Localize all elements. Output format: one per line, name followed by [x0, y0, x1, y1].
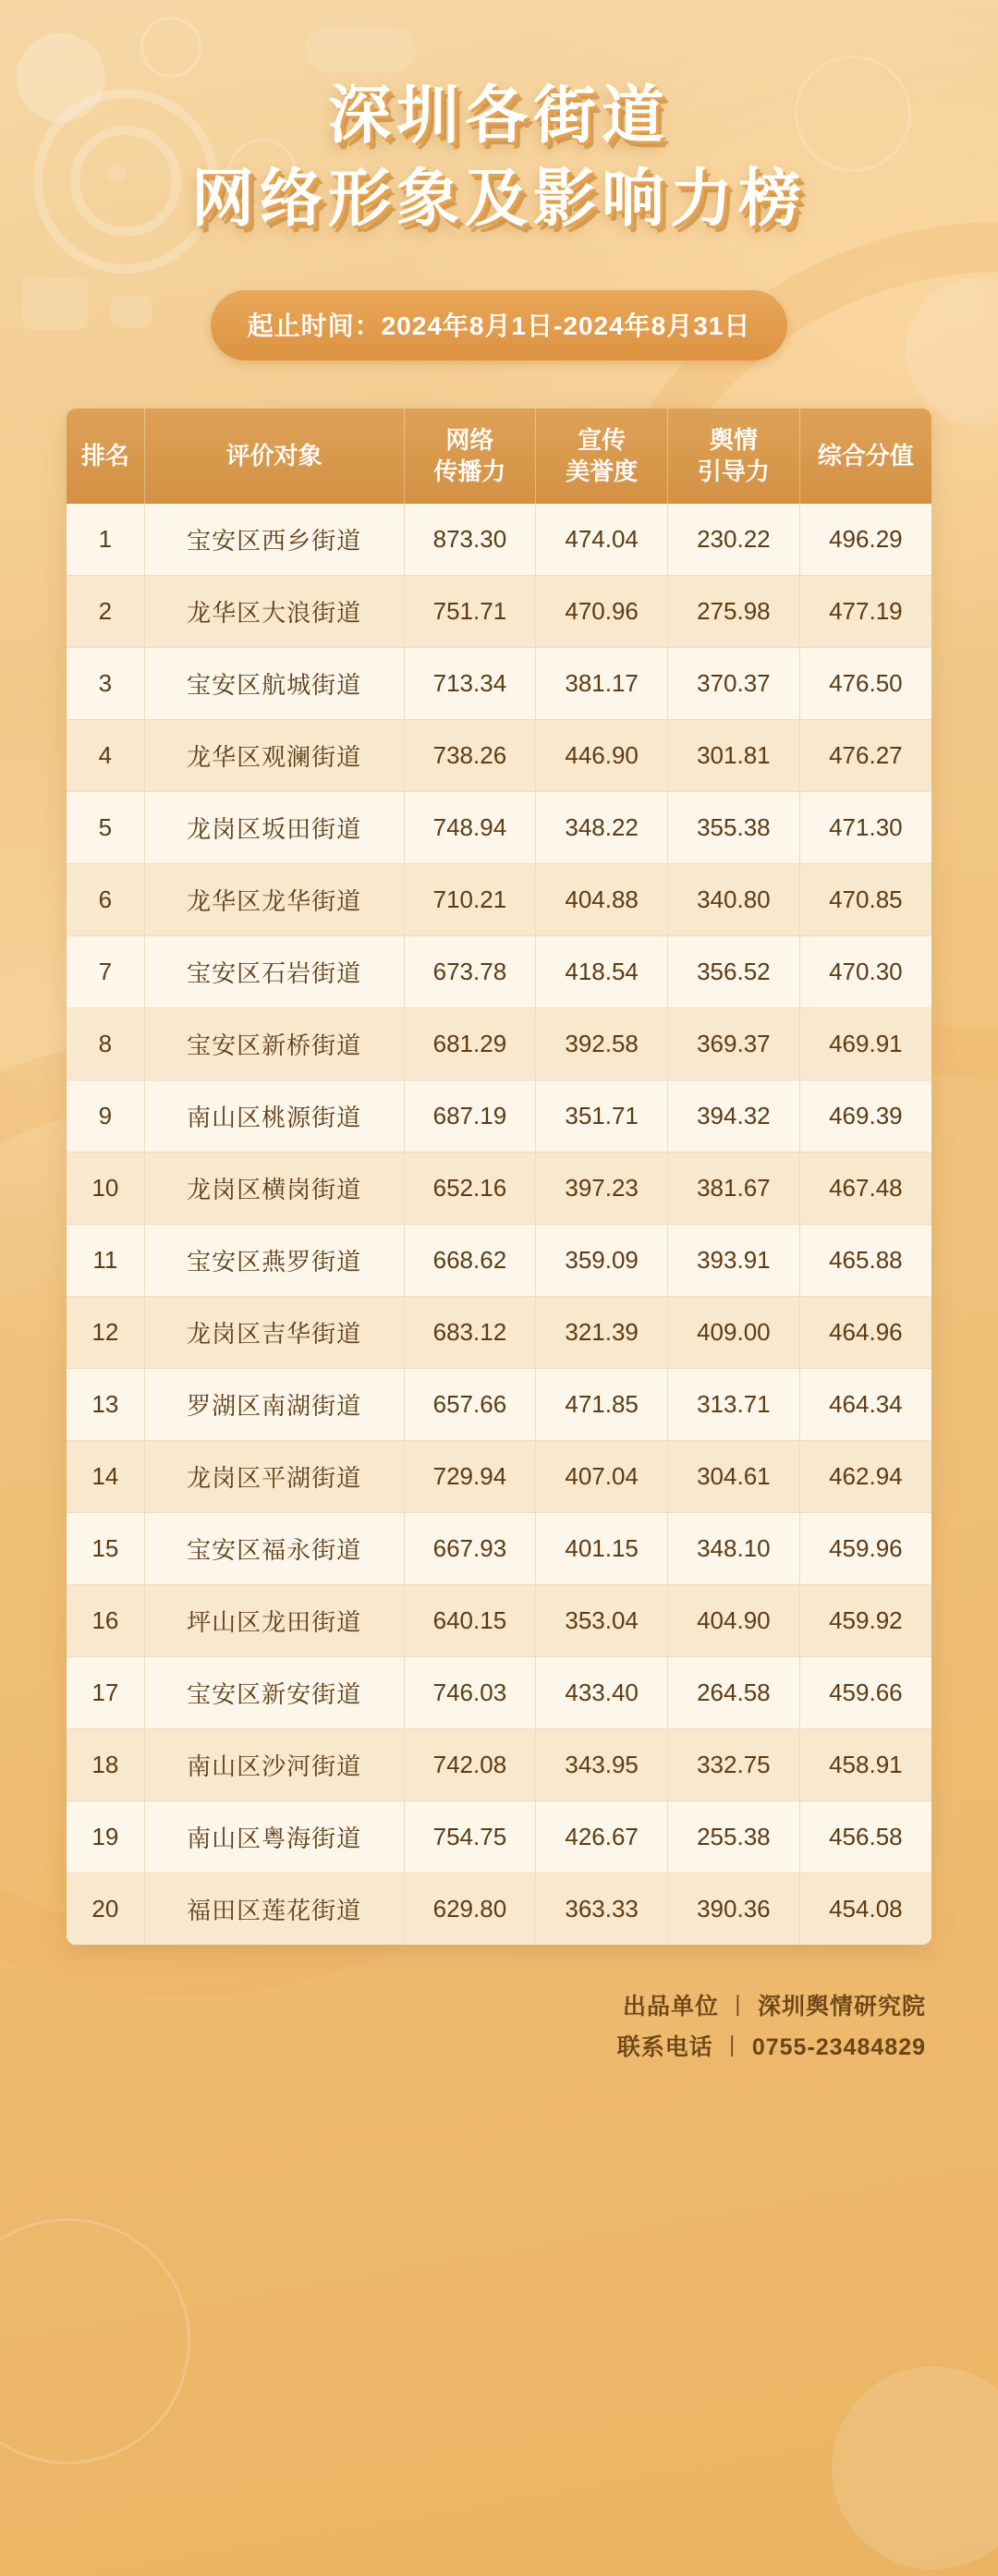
- cell-reputation: 446.90: [536, 720, 668, 792]
- cell-spread: 683.12: [404, 1297, 536, 1369]
- table-row: [67, 1008, 931, 1080]
- cell-spread: 667.93: [404, 1513, 536, 1585]
- cell-name: 龙岗区坂田街道: [144, 792, 404, 864]
- cell-guidance: 264.58: [668, 1657, 800, 1729]
- cell-guidance: 390.36: [668, 1874, 800, 1946]
- cell-spread: 746.03: [404, 1657, 536, 1729]
- cell-guidance: 393.91: [668, 1225, 800, 1297]
- cell-reputation: 353.04: [536, 1585, 668, 1657]
- cell-name: 龙岗区横岗街道: [144, 1153, 404, 1225]
- decor-circle-7: [832, 2366, 998, 2570]
- cell-rank: 3: [67, 648, 144, 720]
- cell-name: 龙华区龙华街道: [144, 864, 404, 936]
- cell-guidance: 409.00: [668, 1297, 800, 1369]
- table-row: [67, 1585, 931, 1657]
- date-range-badge: 起止时间：2024年8月1日-2024年8月31日: [211, 290, 788, 360]
- cell-total: 469.91: [799, 1008, 931, 1080]
- cell-total: 496.29: [799, 504, 931, 576]
- cell-name: 龙岗区吉华街道: [144, 1297, 404, 1369]
- cell-spread: 729.94: [404, 1441, 536, 1513]
- table-row: [67, 1801, 931, 1874]
- cell-total: 476.50: [799, 648, 931, 720]
- cell-spread: 713.34: [404, 648, 536, 720]
- column-header-total: 综合分值: [799, 409, 931, 504]
- cell-guidance: 332.75: [668, 1729, 800, 1801]
- cell-name: 龙华区观澜街道: [144, 720, 404, 792]
- cell-rank: 13: [67, 1369, 144, 1441]
- cell-total: 467.48: [799, 1153, 931, 1225]
- table-row: [67, 864, 931, 936]
- cell-rank: 1: [67, 504, 144, 576]
- cell-name: 宝安区石岩街道: [144, 936, 404, 1008]
- cell-rank: 16: [67, 1585, 144, 1657]
- ranking-table: [67, 409, 931, 1945]
- cell-reputation: 351.71: [536, 1080, 668, 1153]
- table-row: [67, 720, 931, 792]
- table-row: [67, 504, 931, 576]
- column-header-reputation: 宣传 美誉度: [536, 409, 668, 504]
- cell-rank: 19: [67, 1801, 144, 1874]
- cell-spread: 742.08: [404, 1729, 536, 1801]
- cell-total: 459.66: [799, 1657, 931, 1729]
- footer-separator-1: 丨: [725, 1994, 750, 2020]
- table-row: [67, 792, 931, 864]
- footer-publisher: [72, 1987, 926, 2028]
- cell-reputation: 381.17: [536, 648, 668, 720]
- cell-total: 465.88: [799, 1225, 931, 1297]
- cell-total: 462.94: [799, 1441, 931, 1513]
- cell-reputation: 348.22: [536, 792, 668, 864]
- cell-rank: 14: [67, 1441, 144, 1513]
- cell-rank: 4: [67, 720, 144, 792]
- cell-total: 459.92: [799, 1585, 931, 1657]
- cell-total: 454.08: [799, 1874, 931, 1946]
- cell-rank: 11: [67, 1225, 144, 1297]
- footer-phone-value: 0755-23484829: [751, 2033, 926, 2060]
- cell-rank: 10: [67, 1153, 144, 1225]
- cell-guidance: 381.67: [668, 1153, 800, 1225]
- table-row: [67, 1080, 931, 1153]
- page-title-line-1: 深圳各街道: [327, 79, 670, 153]
- cell-reputation: 401.15: [536, 1513, 668, 1585]
- cell-name: 南山区沙河街道: [144, 1729, 404, 1801]
- cell-reputation: 407.04: [536, 1441, 668, 1513]
- cell-rank: 2: [67, 576, 144, 648]
- cell-total: 458.91: [799, 1729, 931, 1801]
- cell-total: 456.58: [799, 1801, 931, 1874]
- cell-reputation: 471.85: [536, 1369, 668, 1441]
- cell-spread: 657.66: [404, 1369, 536, 1441]
- cell-name: 龙华区大浪街道: [144, 576, 404, 648]
- footer-publisher-value: 深圳舆情研究院: [757, 1994, 926, 2020]
- cell-spread: 652.16: [404, 1153, 536, 1225]
- footer-phone-label: 联系电话: [616, 2033, 713, 2060]
- cell-spread: 710.21: [404, 864, 536, 936]
- cell-name: 罗湖区南湖街道: [144, 1369, 404, 1441]
- table-row: [67, 1441, 931, 1513]
- cell-total: 464.96: [799, 1297, 931, 1369]
- table-row: [67, 1729, 931, 1801]
- cell-reputation: 404.88: [536, 864, 668, 936]
- cell-reputation: 474.04: [536, 504, 668, 576]
- cell-spread: 629.80: [404, 1874, 536, 1946]
- table-header-row: [67, 409, 931, 504]
- cell-reputation: 321.39: [536, 1297, 668, 1369]
- cell-rank: 6: [67, 864, 144, 936]
- page-title-line-2: 网络形象及影响力榜: [190, 163, 807, 237]
- cell-reputation: 392.58: [536, 1008, 668, 1080]
- table-row: [67, 1874, 931, 1946]
- cell-name: 龙岗区平湖街道: [144, 1441, 404, 1513]
- cell-rank: 15: [67, 1513, 144, 1585]
- cell-name: 南山区桃源街道: [144, 1080, 404, 1153]
- cell-total: 464.34: [799, 1369, 931, 1441]
- cell-spread: 687.19: [404, 1080, 536, 1153]
- footer-publisher-label: 出品单位: [622, 1994, 719, 2020]
- cell-rank: 9: [67, 1080, 144, 1153]
- poster-header: [0, 0, 998, 360]
- cell-guidance: 348.10: [668, 1513, 800, 1585]
- cell-name: 宝安区新桥街道: [144, 1008, 404, 1080]
- cell-rank: 18: [67, 1729, 144, 1801]
- column-header-spread: 网络 传播力: [404, 409, 536, 504]
- cell-total: 477.19: [799, 576, 931, 648]
- cell-reputation: 343.95: [536, 1729, 668, 1801]
- cell-total: 471.30: [799, 792, 931, 864]
- cell-reputation: 418.54: [536, 936, 668, 1008]
- cell-guidance: 340.80: [668, 864, 800, 936]
- cell-reputation: 433.40: [536, 1657, 668, 1729]
- cell-spread: 748.94: [404, 792, 536, 864]
- table-row: [67, 1369, 931, 1441]
- cell-name: 宝安区西乡街道: [144, 504, 404, 576]
- poster-footer: [72, 1987, 926, 2069]
- cell-spread: 754.75: [404, 1801, 536, 1874]
- table-row: [67, 1297, 931, 1369]
- cell-reputation: 470.96: [536, 576, 668, 648]
- cell-name: 南山区粤海街道: [144, 1801, 404, 1874]
- cell-total: 470.85: [799, 864, 931, 936]
- table-row: [67, 1153, 931, 1225]
- cell-reputation: 359.09: [536, 1225, 668, 1297]
- table-row: [67, 1657, 931, 1729]
- cell-guidance: 356.52: [668, 936, 800, 1008]
- cell-guidance: 313.71: [668, 1369, 800, 1441]
- footer-phone: [72, 2028, 926, 2069]
- cell-spread: 738.26: [404, 720, 536, 792]
- table-row: [67, 936, 931, 1008]
- column-header-guidance: 舆情 引导力: [668, 409, 800, 504]
- cell-total: 469.39: [799, 1080, 931, 1153]
- cell-spread: 673.78: [404, 936, 536, 1008]
- ranking-table-wrapper: [67, 409, 931, 1945]
- cell-guidance: 230.22: [668, 504, 800, 576]
- cell-spread: 668.62: [404, 1225, 536, 1297]
- cell-guidance: 304.61: [668, 1441, 800, 1513]
- cell-guidance: 394.32: [668, 1080, 800, 1153]
- cell-guidance: 370.37: [668, 648, 800, 720]
- table-body: [67, 504, 931, 1945]
- cell-total: 459.96: [799, 1513, 931, 1585]
- cell-total: 476.27: [799, 720, 931, 792]
- cell-guidance: 255.38: [668, 1801, 800, 1874]
- cell-spread: 640.15: [404, 1585, 536, 1657]
- cell-guidance: 275.98: [668, 576, 800, 648]
- cell-name: 宝安区航城街道: [144, 648, 404, 720]
- cell-rank: 12: [67, 1297, 144, 1369]
- table-header: [67, 409, 931, 504]
- cell-rank: 20: [67, 1874, 144, 1946]
- cell-name: 宝安区燕罗街道: [144, 1225, 404, 1297]
- table-row: [67, 1513, 931, 1585]
- cell-rank: 17: [67, 1657, 144, 1729]
- cell-total: 470.30: [799, 936, 931, 1008]
- cell-spread: 751.71: [404, 576, 536, 648]
- table-row: [67, 576, 931, 648]
- cell-reputation: 397.23: [536, 1153, 668, 1225]
- cell-name: 宝安区新安街道: [144, 1657, 404, 1729]
- cell-guidance: 369.37: [668, 1008, 800, 1080]
- cell-guidance: 301.81: [668, 720, 800, 792]
- decor-circle-6: [0, 2218, 190, 2464]
- column-header-rank: 排名: [67, 409, 144, 504]
- cell-name: 宝安区福永街道: [144, 1513, 404, 1585]
- cell-name: 坪山区龙田街道: [144, 1585, 404, 1657]
- column-header-name: 评价对象: [144, 409, 404, 504]
- footer-separator-2: 丨: [720, 2033, 745, 2060]
- cell-rank: 7: [67, 936, 144, 1008]
- cell-reputation: 426.67: [536, 1801, 668, 1874]
- cell-guidance: 404.90: [668, 1585, 800, 1657]
- cell-reputation: 363.33: [536, 1874, 668, 1946]
- cell-guidance: 355.38: [668, 792, 800, 864]
- table-row: [67, 1225, 931, 1297]
- cell-rank: 8: [67, 1008, 144, 1080]
- cell-spread: 681.29: [404, 1008, 536, 1080]
- table-row: [67, 648, 931, 720]
- cell-spread: 873.30: [404, 504, 536, 576]
- cell-name: 福田区莲花街道: [144, 1874, 404, 1946]
- cell-rank: 5: [67, 792, 144, 864]
